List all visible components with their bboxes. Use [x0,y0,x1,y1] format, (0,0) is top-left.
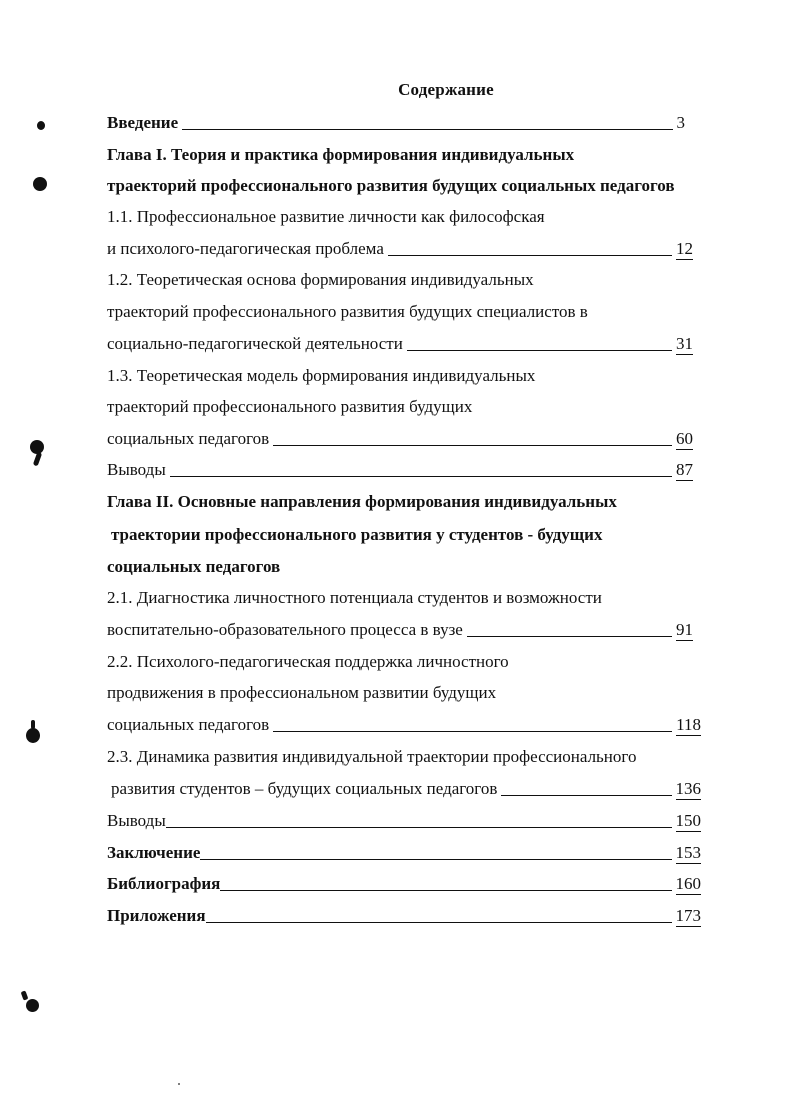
punch-hole [26,728,40,743]
leader-line [166,826,672,828]
section-2-2-line1: 2.2. Психолого-педагогическая поддержка личностного [107,652,509,671]
entry-label: Приложения [107,906,206,925]
section-1-3-line1: 1.3. Теоретическая модель формирования индивидуальных [107,366,536,385]
page-number: 150 [675,811,701,830]
toc-entry-2-1 [107,619,693,641]
page-number: 136 [675,779,701,798]
section-1-2-line2: траекторий профессионального развития будущих специалистов в [107,302,588,321]
section-1-1-line1: 1.1. Профессиональное развитие личности как философская [107,207,545,226]
toc-entry-2-3 [111,778,701,800]
leader-line [206,921,672,923]
toc-entry-2-2 [107,714,701,736]
entry-label: Библиография [107,874,221,893]
scan-mark [37,121,45,130]
leader-line [220,889,671,891]
entry-label: развития студентов – будущих социальных педагогов [111,779,498,798]
leader-line [273,730,672,732]
page-number: 3 [676,113,685,132]
leader-line [388,254,672,256]
section-1-3-line2: траекторий профессионального развития будущих [107,397,473,416]
leader-line [170,475,672,477]
toc-entry-conclusion [107,842,701,864]
leader-line [200,858,671,860]
leader-line [273,444,672,446]
toc-title: Содержание [398,80,494,99]
toc-entry-intro [107,112,685,134]
entry-label: Выводы [107,811,166,830]
chapter1-heading-line2: траекторий профессионального развития будущих социальных педагогов [107,176,675,195]
entry-label: социально-педагогической деятельности [107,334,403,353]
scan-mark [33,452,42,467]
section-2-3-line1: 2.3. Динамика развития индивидуальной траектории профессионального [107,747,637,766]
punch-hole [26,999,39,1012]
entry-label: воспитательно-образовательного процесса в вузе [107,620,463,639]
page-number: 12 [676,239,693,258]
entry-label: социальных педагогов [107,429,270,448]
toc-entry-1-1 [107,238,693,260]
toc-entry-1-2 [107,333,693,355]
page-number: 91 [676,620,693,639]
chapter2-heading-line1: Глава II. Основные направления формирования индивидуальных [107,492,617,511]
toc-entry-1-3 [107,428,693,450]
leader-line [182,128,672,130]
toc-entry-chapter1-conclusions [107,459,693,481]
leader-line [501,794,671,796]
toc-entry-chapter2-conclusions [107,810,701,832]
page-number: 60 [676,429,693,448]
page-number: 153 [675,843,701,862]
page-number: 160 [675,874,701,893]
page-number: 87 [676,460,693,479]
section-2-1-line1: 2.1. Диагностика личностного потенциала студентов и возможности [107,588,602,607]
toc-entry-bibliography [107,873,701,895]
entry-label: Заключение [107,843,201,862]
entry-label: и психолого-педагогическая проблема [107,239,384,258]
chapter1-heading-line1: Глава I. Теория и практика формирования индивидуальных [107,145,575,164]
leader-line [407,349,672,351]
scan-mark [21,990,29,1000]
scan-speck [178,1083,180,1085]
entry-label: Выводы [107,460,166,479]
section-1-2-line1: 1.2. Теоретическая основа формирования индивидуальных [107,270,534,289]
leader-line [467,635,672,637]
entry-label: социальных педагогов [107,715,270,734]
entry-label: Введение [107,113,179,132]
page-number: 173 [675,906,701,925]
chapter2-heading-line2: траектории профессионального развития у студентов - будущих [111,525,603,544]
page-number: 118 [676,715,701,734]
scan-mark [31,720,35,729]
toc-entry-appendices [107,905,701,927]
section-2-2-line2: продвижения в профессиональном развитии будущих [107,683,497,702]
punch-hole [33,177,47,191]
chapter2-heading-line3: социальных педагогов [107,557,281,576]
page-number: 31 [676,334,693,353]
